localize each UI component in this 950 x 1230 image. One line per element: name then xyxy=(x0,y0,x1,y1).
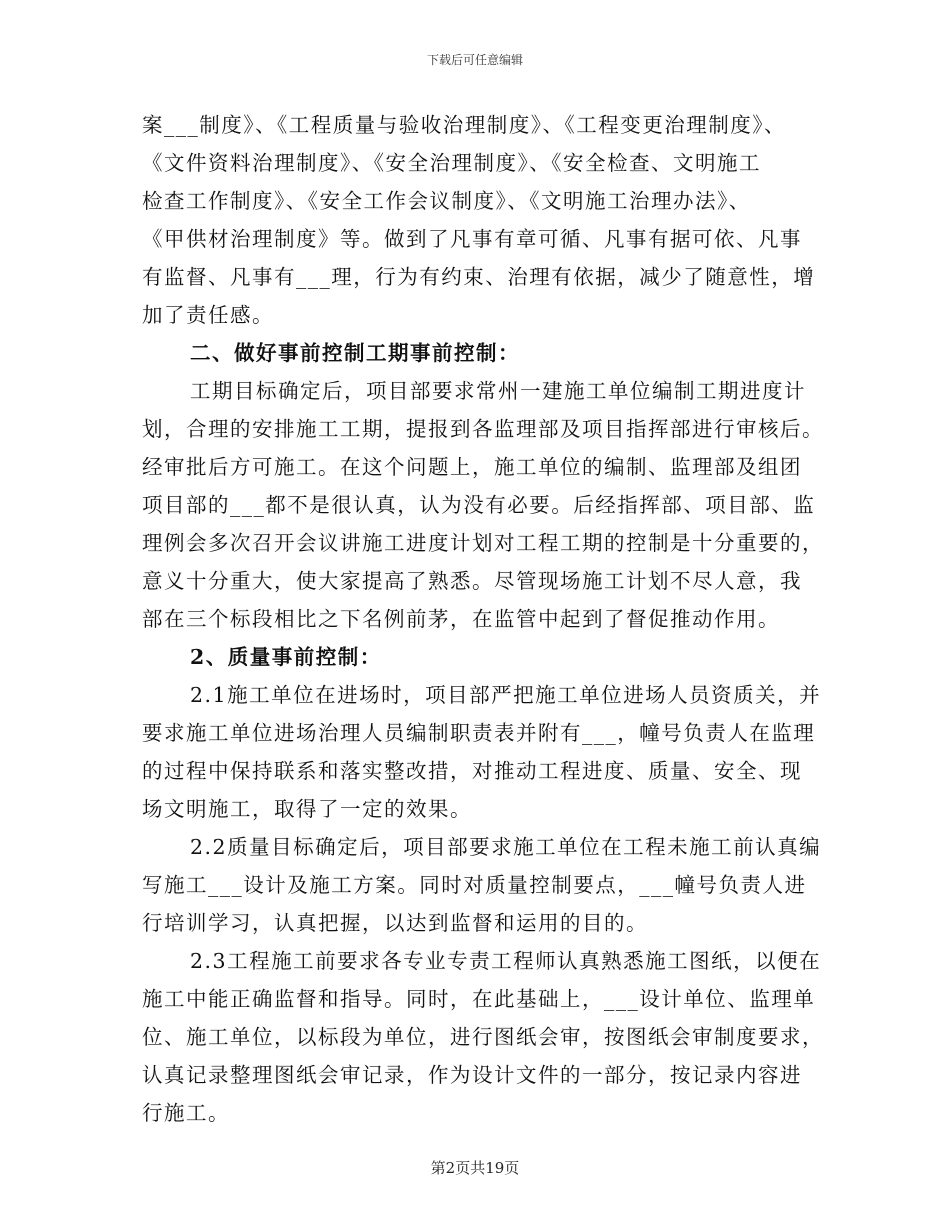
text-line: 《甲供材治理制度》等。做到了凡事有章可循、凡事有据可依、凡事 xyxy=(142,227,802,251)
text-line: 施工中能正确监督和指导。同时，在此基础上，___设计单位、监理单 xyxy=(142,987,816,1011)
text-line: 加了责任感。 xyxy=(142,303,274,327)
page-header-note: 下载后可任意编辑 xyxy=(426,53,523,67)
text-line: 行培训学习，认真把握，以达到监督和运用的目的。 xyxy=(142,911,648,935)
text-line: 有监督、凡事有___理，行为有约束、治理有依据，减少了随意性，增 xyxy=(142,265,816,289)
text-line: 理例会多次召开会议讲施工进度计划对工程工期的控制是十分重要的， xyxy=(142,531,824,555)
text-line: 位、施工单位，以标段为单位，进行图纸会审，按图纸会审制度要求， xyxy=(142,1025,824,1049)
text-line: 意义十分重大，使大家提高了熟悉。尽管现场施工计划不尽人意，我 xyxy=(142,569,802,593)
text-line: 案___制度》、《工程质量与验收治理制度》、《工程变更治理制度》、 xyxy=(142,113,786,137)
text-line: 的过程中保持联系和落实整改措，对推动工程进度、质量、安全、现 xyxy=(142,759,802,783)
text-line: 项目部的___都不是很认真，认为没有必要。后经指挥部、项目部、监 xyxy=(142,493,816,517)
text-line: 部在三个标段相比之下名例前茅，在监管中起到了督促推动作用。 xyxy=(142,607,780,631)
section-heading: 2、质量事前控制： xyxy=(190,645,382,669)
paragraph-first-line: 2.2质量目标确定后，项目部要求施工单位在工程未施工前认真编 xyxy=(190,835,822,859)
text-line: 经审批后方可施工。在这个问题上，施工单位的编制、监理部及组团 xyxy=(142,455,802,479)
text-line: 划，合理的安排施工工期，提报到各监理部及项目指挥部进行审核后。 xyxy=(142,417,824,441)
text-line: 检查工作制度》、《安全工作会议制度》、《文明施工治理办法》、 xyxy=(142,189,751,213)
text-line: 要求施工单位进场治理人员编制职责表并附有___，幢号负责人在监理 xyxy=(142,721,816,745)
text-line: 《文件资料治理制度》、《安全治理制度》、《安全检查、文明施工 xyxy=(142,151,761,175)
section-heading: 二、做好事前控制工期事前控制： xyxy=(190,341,520,365)
text-line: 写施工___设计及施工方案。同时对质量控制要点，___幢号负责人进 xyxy=(142,873,807,897)
page-number-footer: 第2页共19页 xyxy=(430,1159,520,1177)
text-line: 行施工。 xyxy=(142,1101,230,1125)
paragraph-first-line: 2.1施工单位在进场时，项目部严把施工单位进场人员资质关，并 xyxy=(190,683,822,707)
paragraph-first-line: 2.3工程施工前要求各专业专责工程师认真熟悉施工图纸，以便在 xyxy=(190,949,822,973)
text-line: 认真记录整理图纸会审记录，作为设计文件的一部分，按记录内容进 xyxy=(142,1063,802,1087)
text-line: 场文明施工，取得了一定的效果。 xyxy=(142,797,472,821)
paragraph-first-line: 工期目标确定后，项目部要求常州一建施工单位编制工期进度计 xyxy=(190,379,806,403)
